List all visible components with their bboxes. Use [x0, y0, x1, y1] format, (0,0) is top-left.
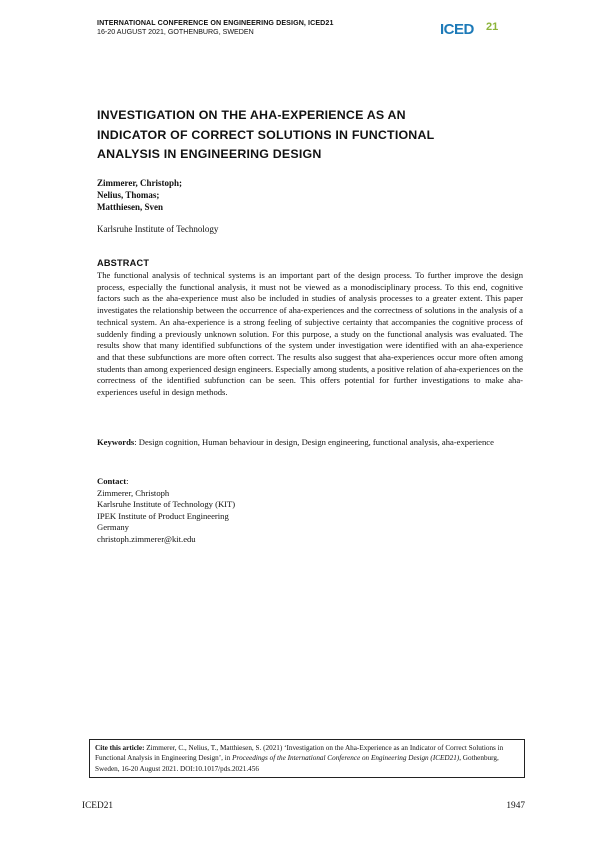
contact-label: Contact [97, 476, 127, 486]
title-line: INDICATOR OF CORRECT SOLUTIONS IN FUNCTIONAL [97, 127, 435, 142]
citation-text-end: , Gothenburg, Sweden, 16-20 August 2021. DOI:10.1017/pds.2021.456 [95, 754, 499, 773]
contact-block: Contact: Zimmerer, Christoph Karlsruhe Institute of Technology (KIT) IPEK Institute of Product Engineering Germany christoph.zimmerer@kit.edu [97, 476, 236, 544]
citation-box [89, 739, 525, 778]
contact-email[interactable]: christoph.zimmerer@kit.edu [97, 533, 196, 544]
keywords [97, 437, 523, 449]
author: Nelius, Thomas; [97, 190, 160, 200]
keywords-label: Keywords [97, 437, 135, 447]
contact-line: IPEK Institute of Product Engineering [97, 510, 229, 521]
keywords-text: : Design cognition, Human behaviour in design, Design engineering, functional analysis, aha-experience [134, 437, 494, 447]
logo-number: 21 [486, 21, 499, 33]
affiliation: Karlsruhe Institute of Technology [97, 224, 219, 234]
title-line: ANALYSIS IN ENGINEERING DESIGN [97, 147, 322, 162]
citation-text: Zimmerer, C., Nelius, T., Matthiesen, S. (2021) ‘Investigation on the Aha-Experience as an Indicator of Correct Solutions in Functional Analysis in Engineering Design’, in [95, 744, 504, 763]
author: Matthiesen, Sven [97, 202, 163, 212]
footer-conference: ICED21 [82, 801, 113, 811]
conference-date-location: 16-20 AUGUST 2021, GOTHENBURG, SWEDEN [97, 28, 254, 36]
author: Zimmerer, Christoph; [97, 178, 182, 188]
abstract-text: The functional analysis of technical systems is an important part of the design process. To further improve the design process, especially the functional analysis, it must not be viewed as a monodisciplinary process. To this end, cognitive factors such as the aha-experience must also be included in studies of analysis processes to a greater extent. This paper investigates the relationship between the occurrence of aha-experiences and the correctness of solutions in the analysis of a technical system. An aha-experience is a strong feeling of subjective certainty that accompanies the cognitive process of suddenly finding a previously unknown solution. For this purpose, a study on the functional analysis was evaluated. The results show that many identified subfunctions of the system under investigation were identified with an aha-experience and that these subfunctions are more often correct. The results also suggest that aha-experiences occur more often among students than among experienced design engineers. Especially among students, a positive relation of aha-experiences on the correctness of the identified subfunction can be seen. This offers potential for further investigations to make aha-experiences useful in design methods. [97, 270, 523, 398]
title-line: INVESTIGATION ON THE AHA-EXPERIENCE AS AN [97, 108, 406, 122]
contact-line: Germany [97, 522, 129, 533]
citation-label: Cite this article: [95, 744, 145, 752]
iced-logo [440, 22, 502, 40]
abstract-heading: ABSTRACT [97, 258, 150, 268]
logo-text: ICED [440, 21, 474, 38]
contact-line: Zimmerer, Christoph [97, 487, 170, 498]
author-list [97, 177, 182, 213]
conference-header [97, 19, 417, 37]
contact-line: Karlsruhe Institute of Technology (KIT) [97, 499, 236, 510]
citation-proceedings: Proceedings of the International Conference on Engineering Design (ICED21) [232, 754, 460, 763]
conference-name: INTERNATIONAL CONFERENCE ON ENGINEERING DESIGN, ICED21 [97, 19, 334, 27]
paper-title [97, 106, 517, 165]
page-number: 1947 [506, 801, 525, 811]
